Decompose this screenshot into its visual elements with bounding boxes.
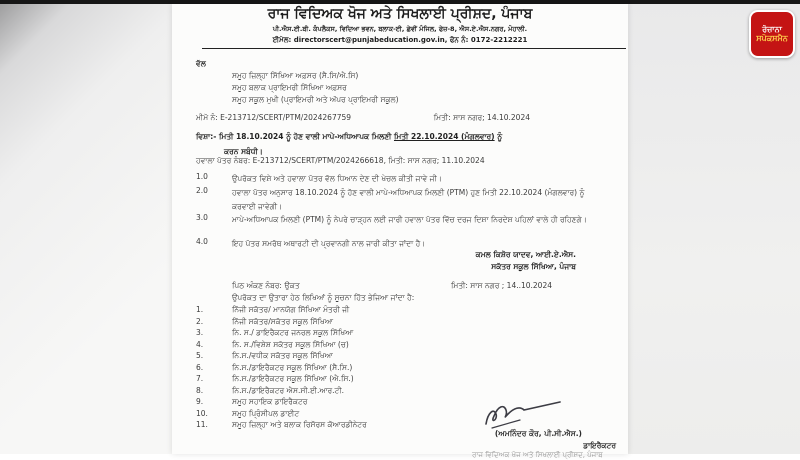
bottom-signatory-name: (ਅਮਨਿੰਦਰ ਕੌਰ, ਪੀ.ਸੀ.ਐਸ.) [494, 429, 582, 438]
copy-item-text: ਨਿ.ਸ./ਡਾਇਰੈਕਟਰ ਸਕੂਲ ਸਿੱਖਿਆ (ਸੈ.ਸਿ.) [232, 362, 353, 372]
paragraph-number: 2.0 [196, 186, 208, 195]
subject-line2: ਕਰਨ ਸਬੰਧੀ। [224, 147, 263, 156]
news-outlet-logo [749, 10, 795, 58]
body-paragraph [196, 172, 610, 186]
reference-line: ਹਵਾਲਾ ਪੱਤਰ ਨੰਬਰ: E-213712/SCERT/PTM/2024266618, ਮਿਤੀ: ਸਾਸ ਨਗਰ; 11.10.2024 [196, 156, 485, 165]
copy-item-number: 11. [196, 420, 208, 430]
addressee-line: ਸਮੂਹ ਬਲਾਕ ਪ੍ਰਾਇਮਰੀ ਸਿੱਖਿਆ ਅਫ਼ਸਰ [232, 83, 347, 92]
subject-line1 [196, 132, 502, 141]
copy-item-number: 7. [196, 374, 204, 384]
copy-item-number: 6. [196, 362, 204, 372]
copy-item-text: ਨਿ.ਸ./ਡਾਇਰੈਕਟਰ ਐਸ.ਸੀ.ਈ.ਆਰ.ਟੀ. [232, 385, 344, 395]
copy-item-text: ਨਿੱਜੀ ਸਕੱਤਰ/ ਮਾਨਯੋਗ ਸਿੱਖਿਆ ਮੰਤਰੀ ਜੀ [232, 305, 350, 314]
signatory-name: ਕਮਲ ਕਿਸ਼ੋਰ ਯਾਦਵ, ਆਈ.ਏ.ਐਸ. [475, 250, 576, 259]
copy-item-number: 3. [196, 328, 204, 338]
memo-row [196, 113, 608, 123]
addressee-lines [232, 70, 616, 106]
logo-text-line1: ਰੋਜ਼ਾਨਾ [762, 24, 782, 34]
subject-text-after: ਨੂੰ [497, 132, 503, 141]
copy-item-number: 8. [196, 385, 204, 395]
copy-item-text: ਨਿ.ਸ./ਵਧੀਕ ਸਕੱਤਰ ਸਕੂਲ ਸਿੱਖਿਆ [232, 351, 333, 361]
endorsement-row [232, 281, 608, 291]
paragraph-text: ਇਹ ਪੱਤਰ ਸਮਰੱਥ ਅਥਾਰਟੀ ਦੀ ਪ੍ਰਵਾਨਗੀ ਨਾਲ ਜਾਰੀ ਕੀਤਾ ਜਾਂਦਾ ਹੈ। [232, 239, 426, 248]
bottom-signatory-designation: ਡਾਇਰੈਕਟਰ [583, 441, 616, 450]
copy-item-text: ਨਿ.ਸ./ਡਾਇਰੈਕਟਰ ਸਕੂਲ ਸਿੱਖਿਆ (ਐ.ਸਿ.) [232, 374, 354, 384]
copy-item-number: 1. [196, 305, 204, 314]
copy-item-text: ਸਮੂਹ ਸਹਾਇਕ ਡਾਇਰੈਕਟਰ [232, 397, 308, 407]
bottom-signatory-block [495, 428, 616, 452]
addressee-block [196, 59, 616, 104]
paragraph-text: ਹਵਾਲਾ ਪੱਤਰ ਅਨੁਸਾਰ 18.10.2024 ਨੂੰ ਹੋਣ ਵਾਲੀ ਮਾਪੇ-ਅਧਿਆਪਕ ਮਿਲਣੀ (PTM) ਹੁਣ ਮਿਤੀ 22.10.2024 (ਮੰਗਲਵਾਰ) ਨੂੰ ਕਰਵਾਈ ਜਾਵੇਗੀ। [232, 188, 585, 211]
copy-item-number: 2. [196, 316, 204, 326]
copy-list-item [196, 328, 616, 340]
background-left [0, 0, 173, 454]
letterhead-divider [202, 48, 626, 49]
endorsement-number: ਪਿਠ ਅੰਕਣ ਨੰਬਰ: ਉਕਤ [232, 281, 300, 290]
letter-document [172, 4, 628, 459]
copy-distribution-intro: ਉਪਰੋਕਤ ਦਾ ਉਤਾਰਾ ਹੇਠ ਲਿਖਿਆਂ ਨੂੰ ਸੂਚਨਾ ਹਿੱਤ ਭੇਜਿਆ ਜਾਂਦਾ ਹੈ: [232, 293, 415, 302]
paragraph-number: 4.0 [196, 237, 208, 246]
copy-item-text: ਨਿ. ਸ./ ਡਾਇਰੈਕਟਰ ਜਨਰਲ ਸਕੂਲ ਸਿੱਖਿਆ [232, 328, 354, 338]
copy-list-item [196, 317, 616, 329]
subject-block [196, 132, 616, 156]
memo-date: ਮਿਤੀ: ਸਾਸ ਨਗਰ; 14.10.2024 [433, 113, 530, 122]
copy-item-text: ਨਿੱਜੀ ਸਕੱਤਰ/ਸਕੱਤਰ ਸਕੂਲ ਸਿੱਖਿਆ [232, 316, 333, 326]
copy-item-text: ਸਮੂਹ ਪ੍ਰਿੰਸੀਪਲ ਡਾਈਟ [232, 408, 300, 418]
subject-highlight: ਮਿਤੀ 22.10.2024 (ਮੰਗਲਵਾਰ) [393, 132, 495, 141]
paragraph-number: 1.0 [196, 172, 208, 181]
addressee-line: ਸਮੂਹ ਜ਼ਿਲ੍ਹਾ ਸਿੱਖਿਆ ਅਫ਼ਸਰ (ਸੈ.ਸਿ/ਐ.ਸਿ) [232, 71, 359, 80]
memo-number: ਮੀਮੋ ਨੰ: E-213712/SCERT/PTM/2024267759 [196, 113, 352, 122]
copy-item-number: 5. [196, 351, 204, 361]
body-paragraph [196, 186, 610, 213]
addressee-label: ਵੱਲ [196, 59, 206, 68]
endorsement-date: ਮਿਤੀ: ਸਾਸ ਨਗਰ ; 14..10.2024 [450, 281, 552, 290]
news-outlet-logo-badge [751, 12, 793, 56]
signatory-block [476, 249, 576, 273]
copy-item-number: 4. [196, 339, 204, 349]
copy-list-item [196, 363, 616, 375]
letterhead-contact: ਈਮੇਲ: directorscert@punjabeducation.gov.in, ਫੋਨ ਨੰ: 0172-2212221 [272, 36, 528, 44]
paragraph-text: ਮਾਪੇ-ਅਧਿਆਪਕ ਮਿਲਣੀ (PTM) ਨੂੰ ਨੇਪਰੇ ਚਾੜ੍ਹਨ ਲਈ ਜਾਰੀ ਹਵਾਲਾ ਪੱਤਰ ਵਿੱਚ ਦਰਜ ਦਿਸ਼ਾ ਨਿਰਦੇਸ਼ ਪਹਿਲਾਂ ਵਾਲੇ ਹੀ ਰਹਿਣਗੇ। [232, 215, 587, 224]
copy-item-text: ਨਿ. ਸ./ਵਿਸ਼ੇਸ਼ ਸਕੱਤਰ ਸਕੂਲ ਸਿੱਖਿਆ (ਚ) [232, 339, 349, 349]
letterhead-address: ਪੀ.ਐਸ.ਈ.ਬੀ. ਕੰਪਲੈਕਸ, ਵਿਦਿਆ ਭਵਨ, ਬਲਾਕ-ਈ, ਛੇਵੀਂ ਮੰਜਿਲ, ਫੇਜ਼-8, ਐਸ.ਏ.ਐਸ.ਨਗਰ, ਮੋਹਾਲੀ. [272, 25, 528, 33]
copy-list-item [196, 351, 616, 363]
paragraph-text: ਉਪਰੋਕਤ ਵਿਸ਼ੇ ਅਤੇ ਹਵਾਲਾ ਪੱਤਰ ਵੱਲ ਧਿਆਨ ਦੇਣ ਦੀ ਖੇਚਲ ਕੀਤੀ ਜਾਵੇ ਜੀ। [232, 174, 442, 183]
copy-list-item [196, 305, 616, 317]
logo-text-line2: ਸਪੋਕਸਮੈਨ [756, 34, 788, 43]
signatory-designation: ਸਕੱਤਰ ਸਕੂਲ ਸਿੱਖਿਆ, ਪੰਜਾਬ [491, 262, 576, 271]
clipped-footer-line: ਰਾਜ ਵਿਦਿਅਕ ਖੋਜ ਅਤੇ ਸਿਖਲਾਈ ਪ੍ਰੀਸ਼ਦ, ਪੰਜਾਬ [472, 451, 603, 459]
background-right [628, 0, 800, 454]
subject-label: ਵਿਸ਼ਾ:- [196, 132, 217, 141]
body-paragraph [196, 213, 610, 240]
paragraph-number: 3.0 [196, 213, 208, 222]
copy-item-text: ਸਮੂਹ ਜ਼ਿਲ੍ਹਾ ਅਤੇ ਬਲਾਕ ਰਿਸੋਰਸ ਕੋਆਰਡੀਨੇਟਰ [232, 420, 367, 430]
copy-item-number: 9. [196, 397, 204, 407]
copy-list-item [196, 340, 616, 352]
copy-list-item [196, 374, 616, 386]
letterhead [172, 6, 628, 45]
addressee-line: ਸਮੂਹ ਸਕੂਲ ਮੁਖੀ (ਪ੍ਰਾਇਮਰੀ ਅਤੇ ਅੱਪਰ ਪ੍ਰਾਇਮਰੀ ਸਕੂਲ) [232, 95, 399, 104]
copy-item-number: 10. [196, 408, 208, 418]
subject-text: ਮਿਤੀ 18.10.2024 ਨੂੰ ਹੋਣ ਵਾਲੀ ਮਾਪੇ-ਅਧਿਆਪਕ ਮਿਲਣੀ [219, 132, 392, 141]
letterhead-title: ਰਾਜ ਵਿਦਿਅਕ ਖੋਜ ਅਤੇ ਸਿਖਲਾਈ ਪ੍ਰੀਸ਼ਦ, ਪੰਜਾਬ [267, 6, 533, 22]
